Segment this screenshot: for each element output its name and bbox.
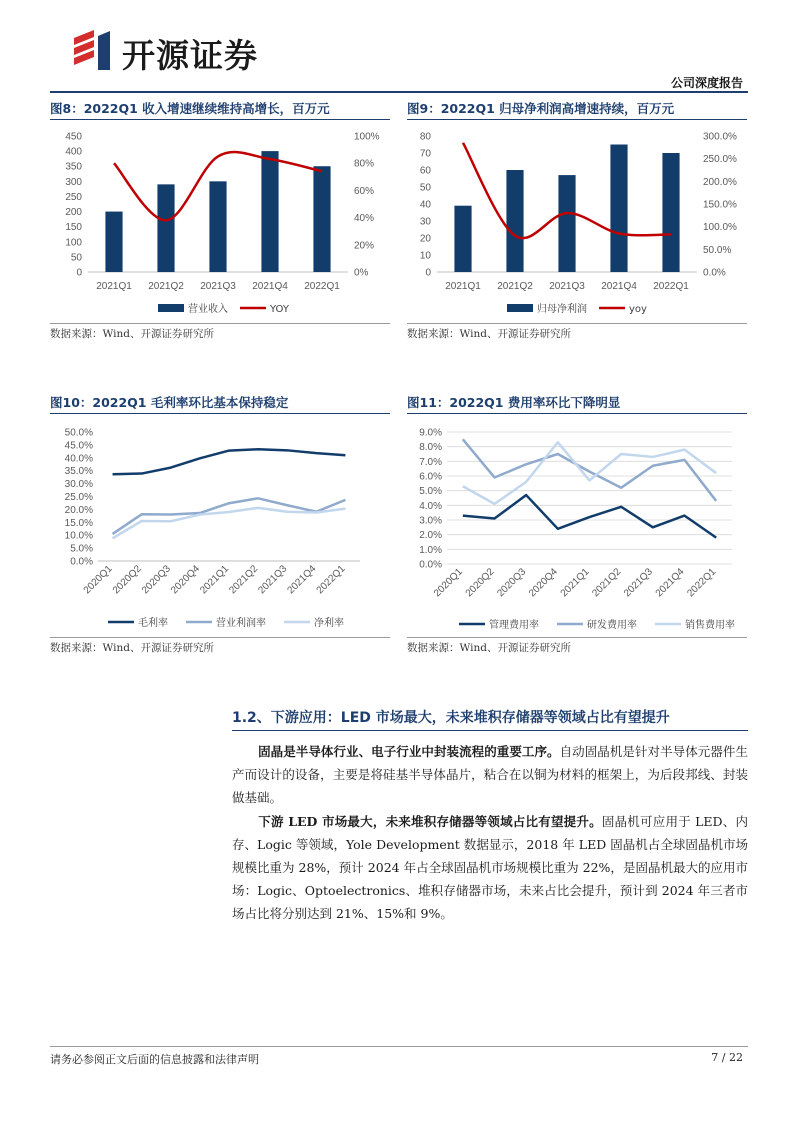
left-axis-tick: 200 <box>65 207 82 219</box>
paragraph-lead: 下游 LED 市场最大，未来堆积存储器等领域占比有望提升。 <box>258 814 602 829</box>
figure-10 <box>50 392 390 657</box>
bar <box>558 175 575 272</box>
footer-disclaimer: 请务必参阅正文后面的信息披露和法律声明 <box>50 1053 259 1066</box>
legend-label: 归母净利润 <box>537 304 587 315</box>
figure-title: 图10：2022Q1 毛利率环比基本保持稳定 <box>50 392 390 414</box>
x-axis-tick: 2021Q3 <box>200 281 236 292</box>
legend-label: 销售费用率 <box>685 620 735 631</box>
x-axis-tick: 2021Q2 <box>227 563 261 597</box>
right-axis-tick: 300.0% <box>703 131 737 143</box>
x-axis-tick: 2021Q2 <box>148 281 184 292</box>
figure-title: 图9：2022Q1 归母净利润高增速持续，百万元 <box>407 98 747 120</box>
y-axis-tick: 45.0% <box>64 440 93 452</box>
legend-swatch <box>158 304 184 312</box>
y-axis-tick: 40.0% <box>64 453 93 465</box>
x-axis-tick: 2020Q2 <box>110 563 144 597</box>
y-axis-tick: 25.0% <box>64 492 93 503</box>
y-axis-tick: 50.0% <box>64 427 93 439</box>
right-axis-tick: 100% <box>354 131 380 143</box>
x-axis-tick: 2020Q3 <box>495 566 529 600</box>
left-axis-tick: 50 <box>419 182 431 194</box>
y-axis-tick: 30.0% <box>64 479 93 491</box>
x-axis-tick: 2021Q1 <box>558 566 592 600</box>
series-line <box>463 442 716 504</box>
y-axis-tick: 10.0% <box>64 530 93 542</box>
figure-source: 数据来源：Wind、开源证券研究所 <box>50 323 390 343</box>
left-axis-tick: 400 <box>65 146 82 158</box>
right-axis-tick: 20% <box>354 240 375 252</box>
left-axis-tick: 40 <box>419 199 431 211</box>
paragraph-2 <box>232 810 748 925</box>
series-line <box>463 495 716 538</box>
left-axis-tick: 80 <box>419 131 431 143</box>
bar <box>454 206 471 272</box>
right-axis-tick: 100.0% <box>703 222 737 234</box>
x-axis-tick: 2021Q2 <box>497 281 533 292</box>
x-axis-tick: 2021Q1 <box>445 281 481 292</box>
figure-8 <box>50 98 390 343</box>
left-axis-tick: 350 <box>65 161 82 173</box>
x-axis-tick: 2020Q1 <box>81 563 115 597</box>
legend-label: 研发费用率 <box>587 620 637 631</box>
legend-label: YOY <box>270 304 289 315</box>
y-axis-tick: 2.0% <box>419 530 442 542</box>
right-axis-tick: 0.0% <box>703 267 726 279</box>
left-axis-tick: 20 <box>419 233 431 245</box>
x-axis-tick: 2021Q1 <box>198 563 232 597</box>
x-axis-tick: 2021Q4 <box>601 281 637 292</box>
left-axis-tick: 70 <box>419 148 431 160</box>
y-axis-tick: 1.0% <box>419 544 442 556</box>
footer-rule <box>50 1046 748 1047</box>
x-axis-tick: 2020Q3 <box>139 563 173 597</box>
legend-label: 营业利润率 <box>216 618 266 629</box>
left-axis-tick: 0 <box>425 267 431 279</box>
right-axis-tick: 250.0% <box>703 154 737 166</box>
right-axis-tick: 60% <box>354 185 375 197</box>
x-axis-tick: 2021Q3 <box>549 281 585 292</box>
logo-mark-icon <box>70 28 114 72</box>
right-axis-tick: 50.0% <box>703 244 732 256</box>
left-axis-tick: 0 <box>76 267 82 279</box>
left-axis-tick: 150 <box>65 222 82 234</box>
legend-label: yoy <box>629 304 647 315</box>
figure-source: 数据来源：Wind、开源证券研究所 <box>407 637 747 657</box>
bar <box>157 184 174 272</box>
company-logo <box>70 28 300 75</box>
expense-ratio-chart <box>407 414 747 637</box>
y-axis-tick: 4.0% <box>419 500 442 512</box>
legend-label: 营业收入 <box>188 304 228 315</box>
x-axis-tick: 2021Q3 <box>622 566 655 600</box>
y-axis-tick: 5.0% <box>70 543 93 555</box>
left-axis-tick: 100 <box>65 237 82 249</box>
bar <box>105 212 122 272</box>
right-axis-tick: 0% <box>354 267 369 279</box>
x-axis-tick: 2021Q4 <box>653 566 687 600</box>
left-axis-tick: 50 <box>70 252 82 264</box>
report-type: 公司深度报告 <box>670 76 743 90</box>
series-line <box>113 508 346 538</box>
paragraph-1 <box>232 740 748 809</box>
bar <box>313 166 330 272</box>
series-line <box>113 449 346 474</box>
margin-chart <box>50 414 390 637</box>
y-axis-tick: 5.0% <box>419 486 442 498</box>
section-rule <box>232 730 748 731</box>
series-line <box>113 498 346 534</box>
legend-label: 净利率 <box>314 618 344 629</box>
figure-9 <box>407 98 747 343</box>
right-axis-tick: 150.0% <box>703 199 737 211</box>
x-axis-tick: 2022Q1 <box>653 281 689 292</box>
y-axis-tick: 15.0% <box>64 517 93 529</box>
x-axis-tick: 2020Q1 <box>432 566 465 600</box>
legend-swatch <box>507 304 533 312</box>
x-axis-tick: 2022Q1 <box>304 281 340 292</box>
revenue-chart <box>50 120 390 323</box>
paragraph-lead: 固晶是半导体行业、电子行业中封装流程的重要工序。 <box>258 744 560 759</box>
figure-source: 数据来源：Wind、开源证券研究所 <box>407 323 747 343</box>
right-axis-tick: 80% <box>354 158 375 170</box>
bar <box>610 145 627 273</box>
x-axis-tick: 2022Q1 <box>314 563 348 597</box>
x-axis-tick: 2021Q3 <box>256 563 290 597</box>
series-line <box>463 439 716 501</box>
paragraph-body: 固晶机可应用于 LED、内存、Logic 等领域，Yole Development 数据显示，2018 年 LED 固晶机占全球固晶机市场规模比重为 28%，预计 2024 年占全球固晶机市场规模比重为 22%，是固晶机最大的应用市场：Logic、Optoelectronics、堆积存储器市场，未来占比会提升，预计到 2024 年三者市场占比将分别达到 21%、15%和 9%。 <box>232 814 748 921</box>
y-axis-tick: 6.0% <box>419 471 442 483</box>
x-axis-tick: 2021Q1 <box>96 281 132 292</box>
x-axis-tick: 2021Q2 <box>590 566 624 600</box>
x-axis-tick: 2020Q4 <box>527 566 560 600</box>
figure-title: 图11：2022Q1 费用率环比下降明显 <box>407 392 747 414</box>
bar <box>662 153 679 272</box>
figure-source: 数据来源：Wind、开源证券研究所 <box>50 637 390 657</box>
y-axis-tick: 3.0% <box>419 515 442 527</box>
y-axis-tick: 20.0% <box>64 504 93 516</box>
section-title: 1.2、下游应用：LED 市场最大，未来堆积存储器等领域占比有望提升 <box>232 710 670 726</box>
y-axis-tick: 35.0% <box>64 466 93 478</box>
x-axis-tick: 2021Q4 <box>252 281 288 292</box>
figure-title: 图8：2022Q1 收入增速继续维持高增长，百万元 <box>50 98 390 120</box>
legend-label: 毛利率 <box>138 618 168 629</box>
header-rule <box>50 91 748 93</box>
left-axis-tick: 450 <box>65 131 82 143</box>
paragraph-body: 自动固晶机是针对半导体元器件生产而设计的设备，主要是将硅基半导体晶片，粘合在以铜为材料的框架上，为后段邦线、封装做基础。 <box>232 744 748 805</box>
x-axis-tick: 2020Q4 <box>169 563 203 597</box>
figure-11 <box>407 392 747 657</box>
x-axis-tick: 2020Q2 <box>463 566 497 600</box>
x-axis-tick: 2021Q4 <box>285 563 319 597</box>
left-axis-tick: 60 <box>419 165 431 177</box>
legend-label: 管理费用率 <box>489 620 539 631</box>
right-axis-tick: 40% <box>354 213 375 225</box>
left-axis-tick: 300 <box>65 176 82 188</box>
y-axis-tick: 9.0% <box>419 427 442 439</box>
y-axis-tick: 0.0% <box>70 556 93 568</box>
y-axis-tick: 7.0% <box>419 456 442 468</box>
left-axis-tick: 10 <box>419 250 431 262</box>
left-axis-tick: 30 <box>419 216 431 228</box>
brand-name: 开源证券 <box>122 36 258 75</box>
right-axis-tick: 200.0% <box>703 176 737 188</box>
net-profit-chart <box>407 120 747 323</box>
y-axis-tick: 8.0% <box>419 442 442 454</box>
bar <box>209 181 226 272</box>
x-axis-tick: 2022Q1 <box>685 566 719 600</box>
y-axis-tick: 0.0% <box>419 559 442 571</box>
page-number: 7 / 22 <box>711 1051 743 1064</box>
bar <box>261 151 278 272</box>
left-axis-tick: 250 <box>65 191 82 203</box>
bar <box>506 170 523 272</box>
